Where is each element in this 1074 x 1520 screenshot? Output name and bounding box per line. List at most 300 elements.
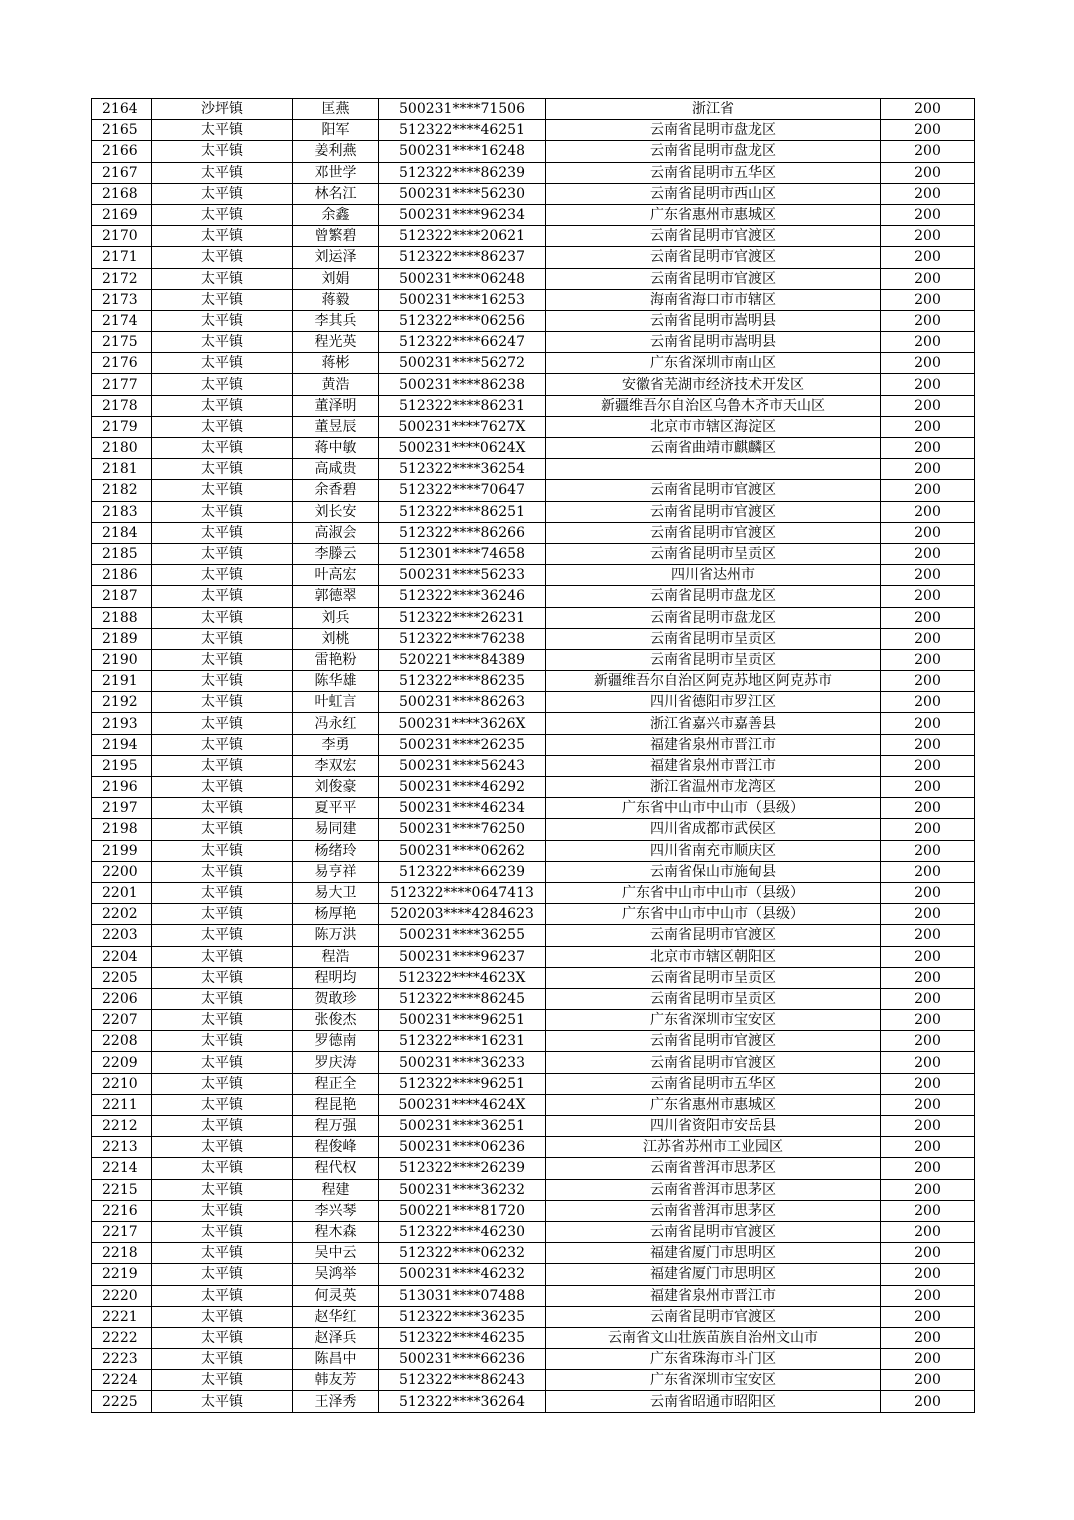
town-name-cell: 太平镇 bbox=[152, 501, 293, 522]
row-number-cell: 2214 bbox=[92, 1158, 152, 1179]
town-name-cell: 太平镇 bbox=[152, 374, 293, 395]
person-name-cell: 贺敢珍 bbox=[293, 988, 379, 1009]
row-number-cell: 2165 bbox=[92, 120, 152, 141]
work-location-cell: 云南省昆明市呈贡区 bbox=[546, 543, 881, 564]
amount-cell: 200 bbox=[881, 861, 975, 882]
amount-cell: 200 bbox=[881, 1116, 975, 1137]
amount-cell: 200 bbox=[881, 353, 975, 374]
work-location-cell: 云南省普洱市思茅区 bbox=[546, 1179, 881, 1200]
person-name-cell: 蒋中敏 bbox=[293, 438, 379, 459]
town-name-cell: 太平镇 bbox=[152, 522, 293, 543]
amount-cell: 200 bbox=[881, 289, 975, 310]
row-number-cell: 2187 bbox=[92, 586, 152, 607]
town-name-cell: 太平镇 bbox=[152, 882, 293, 903]
table-row bbox=[92, 289, 975, 310]
amount-cell: 200 bbox=[881, 247, 975, 268]
work-location-cell: 广东省中山市中山市（县级） bbox=[546, 904, 881, 925]
table-row bbox=[92, 671, 975, 692]
id-number-cell: 512322****86266 bbox=[379, 522, 546, 543]
table-row bbox=[92, 480, 975, 501]
id-number-cell: 513031****07488 bbox=[379, 1285, 546, 1306]
table-row bbox=[92, 734, 975, 755]
table-row bbox=[92, 607, 975, 628]
row-number-cell: 2206 bbox=[92, 988, 152, 1009]
id-number-cell: 512322****4623X bbox=[379, 967, 546, 988]
amount-cell: 200 bbox=[881, 501, 975, 522]
id-number-cell: 512322****86235 bbox=[379, 671, 546, 692]
table-row bbox=[92, 438, 975, 459]
town-name-cell: 太平镇 bbox=[152, 1306, 293, 1327]
id-number-cell: 512322****86245 bbox=[379, 988, 546, 1009]
work-location-cell: 云南省昆明市官渡区 bbox=[546, 226, 881, 247]
work-location-cell: 云南省昆明市呈贡区 bbox=[546, 628, 881, 649]
amount-cell: 200 bbox=[881, 1285, 975, 1306]
row-number-cell: 2172 bbox=[92, 268, 152, 289]
id-number-cell: 500231****66236 bbox=[379, 1349, 546, 1370]
row-number-cell: 2213 bbox=[92, 1137, 152, 1158]
table-row bbox=[92, 565, 975, 586]
table-row bbox=[92, 204, 975, 225]
amount-cell: 200 bbox=[881, 755, 975, 776]
id-number-cell: 500231****36251 bbox=[379, 1116, 546, 1137]
row-number-cell: 2217 bbox=[92, 1221, 152, 1242]
work-location-cell: 云南省昆明市盘龙区 bbox=[546, 120, 881, 141]
work-location-cell: 云南省昆明市官渡区 bbox=[546, 1221, 881, 1242]
person-name-cell: 叶虹言 bbox=[293, 692, 379, 713]
row-number-cell: 2222 bbox=[92, 1327, 152, 1348]
person-name-cell: 程光英 bbox=[293, 332, 379, 353]
work-location-cell: 新疆维吾尔自治区阿克苏地区阿克苏市 bbox=[546, 671, 881, 692]
table-row bbox=[92, 628, 975, 649]
row-number-cell: 2219 bbox=[92, 1264, 152, 1285]
id-number-cell: 500231****46292 bbox=[379, 777, 546, 798]
amount-cell: 200 bbox=[881, 1349, 975, 1370]
amount-cell: 200 bbox=[881, 141, 975, 162]
town-name-cell: 太平镇 bbox=[152, 904, 293, 925]
work-location-cell: 云南省昆明市盘龙区 bbox=[546, 607, 881, 628]
row-number-cell: 2197 bbox=[92, 798, 152, 819]
table-row bbox=[92, 1327, 975, 1348]
amount-cell: 200 bbox=[881, 1306, 975, 1327]
town-name-cell: 太平镇 bbox=[152, 1116, 293, 1137]
town-name-cell: 太平镇 bbox=[152, 840, 293, 861]
id-number-cell: 512322****06232 bbox=[379, 1243, 546, 1264]
town-name-cell: 太平镇 bbox=[152, 247, 293, 268]
amount-cell: 200 bbox=[881, 459, 975, 480]
row-number-cell: 2199 bbox=[92, 840, 152, 861]
town-name-cell: 太平镇 bbox=[152, 1137, 293, 1158]
row-number-cell: 2215 bbox=[92, 1179, 152, 1200]
person-name-cell: 杨厚艳 bbox=[293, 904, 379, 925]
town-name-cell: 太平镇 bbox=[152, 162, 293, 183]
amount-cell: 200 bbox=[881, 226, 975, 247]
town-name-cell: 太平镇 bbox=[152, 649, 293, 670]
person-name-cell: 吴鸿举 bbox=[293, 1264, 379, 1285]
person-name-cell: 罗德南 bbox=[293, 1031, 379, 1052]
town-name-cell: 太平镇 bbox=[152, 755, 293, 776]
person-name-cell: 赵泽兵 bbox=[293, 1327, 379, 1348]
town-name-cell: 太平镇 bbox=[152, 332, 293, 353]
town-name-cell: 太平镇 bbox=[152, 1052, 293, 1073]
row-number-cell: 2181 bbox=[92, 459, 152, 480]
person-name-cell: 刘长安 bbox=[293, 501, 379, 522]
table-row bbox=[92, 988, 975, 1009]
amount-cell: 200 bbox=[881, 904, 975, 925]
table-row bbox=[92, 374, 975, 395]
person-name-cell: 董昱辰 bbox=[293, 416, 379, 437]
amount-cell: 200 bbox=[881, 967, 975, 988]
table-row bbox=[92, 247, 975, 268]
person-name-cell: 夏平平 bbox=[293, 798, 379, 819]
person-name-cell: 韩友芳 bbox=[293, 1370, 379, 1391]
person-name-cell: 程建 bbox=[293, 1179, 379, 1200]
town-name-cell: 太平镇 bbox=[152, 946, 293, 967]
id-number-cell: 512322****16231 bbox=[379, 1031, 546, 1052]
id-number-cell: 512322****86243 bbox=[379, 1370, 546, 1391]
id-number-cell: 512322****26239 bbox=[379, 1158, 546, 1179]
town-name-cell: 太平镇 bbox=[152, 988, 293, 1009]
id-number-cell: 500231****56233 bbox=[379, 565, 546, 586]
table-row bbox=[92, 1010, 975, 1031]
table-row bbox=[92, 1031, 975, 1052]
amount-cell: 200 bbox=[881, 565, 975, 586]
amount-cell: 200 bbox=[881, 1137, 975, 1158]
id-number-cell: 500231****86238 bbox=[379, 374, 546, 395]
town-name-cell: 太平镇 bbox=[152, 607, 293, 628]
table-row bbox=[92, 713, 975, 734]
id-number-cell: 512322****66247 bbox=[379, 332, 546, 353]
id-number-cell: 500231****16248 bbox=[379, 141, 546, 162]
amount-cell: 200 bbox=[881, 183, 975, 204]
work-location-cell: 广东省中山市中山市（县级） bbox=[546, 798, 881, 819]
table-row bbox=[92, 332, 975, 353]
row-number-cell: 2183 bbox=[92, 501, 152, 522]
table-row bbox=[92, 1052, 975, 1073]
amount-cell: 200 bbox=[881, 819, 975, 840]
work-location-cell: 福建省泉州市晋江市 bbox=[546, 755, 881, 776]
person-name-cell: 程俊峰 bbox=[293, 1137, 379, 1158]
person-name-cell: 郭德翠 bbox=[293, 586, 379, 607]
row-number-cell: 2171 bbox=[92, 247, 152, 268]
work-location-cell: 北京市市辖区海淀区 bbox=[546, 416, 881, 437]
id-number-cell: 512322****06256 bbox=[379, 310, 546, 331]
town-name-cell: 太平镇 bbox=[152, 1391, 293, 1412]
person-name-cell: 刘娟 bbox=[293, 268, 379, 289]
row-number-cell: 2218 bbox=[92, 1243, 152, 1264]
table-row bbox=[92, 1349, 975, 1370]
person-name-cell: 蒋彬 bbox=[293, 353, 379, 374]
town-name-cell: 太平镇 bbox=[152, 310, 293, 331]
id-number-cell: 500231****36255 bbox=[379, 925, 546, 946]
town-name-cell: 太平镇 bbox=[152, 226, 293, 247]
amount-cell: 200 bbox=[881, 882, 975, 903]
row-number-cell: 2169 bbox=[92, 204, 152, 225]
row-number-cell: 2225 bbox=[92, 1391, 152, 1412]
work-location-cell: 四川省德阳市罗江区 bbox=[546, 692, 881, 713]
id-number-cell: 512322****86251 bbox=[379, 501, 546, 522]
id-number-cell: 500231****96234 bbox=[379, 204, 546, 225]
row-number-cell: 2188 bbox=[92, 607, 152, 628]
amount-cell: 200 bbox=[881, 438, 975, 459]
amount-cell: 200 bbox=[881, 1327, 975, 1348]
amount-cell: 200 bbox=[881, 1200, 975, 1221]
row-number-cell: 2185 bbox=[92, 543, 152, 564]
id-number-cell: 500231****71506 bbox=[379, 99, 546, 120]
town-name-cell: 太平镇 bbox=[152, 798, 293, 819]
town-name-cell: 太平镇 bbox=[152, 925, 293, 946]
person-name-cell: 余鑫 bbox=[293, 204, 379, 225]
town-name-cell: 太平镇 bbox=[152, 204, 293, 225]
person-name-cell: 程浩 bbox=[293, 946, 379, 967]
town-name-cell: 太平镇 bbox=[152, 671, 293, 692]
id-number-cell: 500231****16253 bbox=[379, 289, 546, 310]
row-number-cell: 2194 bbox=[92, 734, 152, 755]
person-name-cell: 易大卫 bbox=[293, 882, 379, 903]
work-location-cell: 广东省深圳市宝安区 bbox=[546, 1010, 881, 1031]
person-name-cell: 王泽秀 bbox=[293, 1391, 379, 1412]
table-row bbox=[92, 162, 975, 183]
work-location-cell: 云南省昆明市嵩明县 bbox=[546, 310, 881, 331]
amount-cell: 200 bbox=[881, 946, 975, 967]
town-name-cell: 太平镇 bbox=[152, 1264, 293, 1285]
person-name-cell: 张俊杰 bbox=[293, 1010, 379, 1031]
table-row bbox=[92, 967, 975, 988]
table-row bbox=[92, 501, 975, 522]
row-number-cell: 2174 bbox=[92, 310, 152, 331]
town-name-cell: 太平镇 bbox=[152, 480, 293, 501]
work-location-cell: 四川省达州市 bbox=[546, 565, 881, 586]
person-name-cell: 何灵英 bbox=[293, 1285, 379, 1306]
work-location-cell: 云南省昆明市西山区 bbox=[546, 183, 881, 204]
work-location-cell: 云南省昆明市五华区 bbox=[546, 1073, 881, 1094]
amount-cell: 200 bbox=[881, 692, 975, 713]
id-number-cell: 500231****36232 bbox=[379, 1179, 546, 1200]
id-number-cell: 500231****7627X bbox=[379, 416, 546, 437]
person-name-cell: 吴中云 bbox=[293, 1243, 379, 1264]
table-row bbox=[92, 586, 975, 607]
table-row bbox=[92, 459, 975, 480]
work-location-cell: 云南省曲靖市麒麟区 bbox=[546, 438, 881, 459]
person-name-cell: 黄浩 bbox=[293, 374, 379, 395]
id-number-cell: 512322****46230 bbox=[379, 1221, 546, 1242]
table-row bbox=[92, 141, 975, 162]
person-name-cell: 李其兵 bbox=[293, 310, 379, 331]
amount-cell: 200 bbox=[881, 628, 975, 649]
id-number-cell: 512322****0647413 bbox=[379, 882, 546, 903]
table-row bbox=[92, 925, 975, 946]
table-row bbox=[92, 268, 975, 289]
row-number-cell: 2182 bbox=[92, 480, 152, 501]
town-name-cell: 太平镇 bbox=[152, 1221, 293, 1242]
id-number-cell: 500231****56230 bbox=[379, 183, 546, 204]
amount-cell: 200 bbox=[881, 1094, 975, 1115]
person-name-cell: 余香碧 bbox=[293, 480, 379, 501]
id-number-cell: 512322****76238 bbox=[379, 628, 546, 649]
id-number-cell: 500221****81720 bbox=[379, 1200, 546, 1221]
table-row bbox=[92, 882, 975, 903]
work-location-cell: 海南省海口市市辖区 bbox=[546, 289, 881, 310]
row-number-cell: 2192 bbox=[92, 692, 152, 713]
table-row bbox=[92, 1264, 975, 1285]
person-name-cell: 冯永红 bbox=[293, 713, 379, 734]
work-location-cell: 四川省成都市武侯区 bbox=[546, 819, 881, 840]
amount-cell: 200 bbox=[881, 1179, 975, 1200]
amount-cell: 200 bbox=[881, 1264, 975, 1285]
row-number-cell: 2209 bbox=[92, 1052, 152, 1073]
row-number-cell: 2221 bbox=[92, 1306, 152, 1327]
town-name-cell: 太平镇 bbox=[152, 1327, 293, 1348]
table-row bbox=[92, 522, 975, 543]
person-name-cell: 程正全 bbox=[293, 1073, 379, 1094]
table-row bbox=[92, 543, 975, 564]
amount-cell: 200 bbox=[881, 310, 975, 331]
work-location-cell: 云南省昆明市官渡区 bbox=[546, 522, 881, 543]
work-location-cell: 云南省普洱市思茅区 bbox=[546, 1158, 881, 1179]
work-location-cell: 云南省昆明市官渡区 bbox=[546, 1306, 881, 1327]
person-name-cell: 叶高宏 bbox=[293, 565, 379, 586]
town-name-cell: 太平镇 bbox=[152, 289, 293, 310]
amount-cell: 200 bbox=[881, 671, 975, 692]
amount-cell: 200 bbox=[881, 204, 975, 225]
person-name-cell: 曾繁碧 bbox=[293, 226, 379, 247]
amount-cell: 200 bbox=[881, 586, 975, 607]
amount-cell: 200 bbox=[881, 395, 975, 416]
row-number-cell: 2175 bbox=[92, 332, 152, 353]
table-row bbox=[92, 1243, 975, 1264]
table-row bbox=[92, 310, 975, 331]
id-number-cell: 512322****36235 bbox=[379, 1306, 546, 1327]
town-name-cell: 太平镇 bbox=[152, 395, 293, 416]
id-number-cell: 512322****96251 bbox=[379, 1073, 546, 1094]
row-number-cell: 2208 bbox=[92, 1031, 152, 1052]
amount-cell: 200 bbox=[881, 543, 975, 564]
person-name-cell: 罗庆涛 bbox=[293, 1052, 379, 1073]
row-number-cell: 2186 bbox=[92, 565, 152, 586]
person-name-cell: 董泽明 bbox=[293, 395, 379, 416]
amount-cell: 200 bbox=[881, 99, 975, 120]
table-row bbox=[92, 840, 975, 861]
person-name-cell: 易亨祥 bbox=[293, 861, 379, 882]
table-row bbox=[92, 1221, 975, 1242]
table-row bbox=[92, 120, 975, 141]
id-number-cell: 520203****4284623 bbox=[379, 904, 546, 925]
amount-cell: 200 bbox=[881, 1031, 975, 1052]
work-location-cell: 福建省厦门市思明区 bbox=[546, 1243, 881, 1264]
row-number-cell: 2204 bbox=[92, 946, 152, 967]
work-location-cell: 北京市市辖区朝阳区 bbox=[546, 946, 881, 967]
table-row bbox=[92, 946, 975, 967]
id-number-cell: 512322****36264 bbox=[379, 1391, 546, 1412]
table-row bbox=[92, 99, 975, 120]
table-row bbox=[92, 1073, 975, 1094]
work-location-cell: 广东省深圳市宝安区 bbox=[546, 1370, 881, 1391]
row-number-cell: 2216 bbox=[92, 1200, 152, 1221]
work-location-cell: 云南省昆明市官渡区 bbox=[546, 1031, 881, 1052]
town-name-cell: 太平镇 bbox=[152, 1031, 293, 1052]
amount-cell: 200 bbox=[881, 332, 975, 353]
row-number-cell: 2170 bbox=[92, 226, 152, 247]
table-row bbox=[92, 861, 975, 882]
row-number-cell: 2201 bbox=[92, 882, 152, 903]
id-number-cell: 500231****06236 bbox=[379, 1137, 546, 1158]
work-location-cell: 新疆维吾尔自治区乌鲁木齐市天山区 bbox=[546, 395, 881, 416]
amount-cell: 200 bbox=[881, 162, 975, 183]
town-name-cell: 太平镇 bbox=[152, 713, 293, 734]
work-location-cell: 云南省昭通市昭阳区 bbox=[546, 1391, 881, 1412]
row-number-cell: 2211 bbox=[92, 1094, 152, 1115]
person-name-cell: 李兴琴 bbox=[293, 1200, 379, 1221]
work-location-cell: 广东省珠海市斗门区 bbox=[546, 1349, 881, 1370]
table-row bbox=[92, 904, 975, 925]
work-location-cell: 浙江省嘉兴市嘉善县 bbox=[546, 713, 881, 734]
person-name-cell: 姜利燕 bbox=[293, 141, 379, 162]
person-name-cell: 雷艳粉 bbox=[293, 649, 379, 670]
table-row bbox=[92, 649, 975, 670]
person-name-cell: 李滕云 bbox=[293, 543, 379, 564]
person-name-cell: 杨绪玲 bbox=[293, 840, 379, 861]
person-name-cell: 邓世学 bbox=[293, 162, 379, 183]
amount-cell: 200 bbox=[881, 713, 975, 734]
amount-cell: 200 bbox=[881, 1243, 975, 1264]
row-number-cell: 2166 bbox=[92, 141, 152, 162]
row-number-cell: 2224 bbox=[92, 1370, 152, 1391]
town-name-cell: 太平镇 bbox=[152, 1243, 293, 1264]
amount-cell: 200 bbox=[881, 268, 975, 289]
amount-cell: 200 bbox=[881, 480, 975, 501]
person-name-cell: 林名江 bbox=[293, 183, 379, 204]
work-location-cell: 云南省昆明市盘龙区 bbox=[546, 586, 881, 607]
id-number-cell: 512322****26231 bbox=[379, 607, 546, 628]
row-number-cell: 2193 bbox=[92, 713, 152, 734]
row-number-cell: 2210 bbox=[92, 1073, 152, 1094]
row-number-cell: 2212 bbox=[92, 1116, 152, 1137]
work-location-cell: 四川省资阳市安岳县 bbox=[546, 1116, 881, 1137]
amount-cell: 200 bbox=[881, 1073, 975, 1094]
town-name-cell: 太平镇 bbox=[152, 459, 293, 480]
town-name-cell: 太平镇 bbox=[152, 1370, 293, 1391]
row-number-cell: 2189 bbox=[92, 628, 152, 649]
id-number-cell: 512322****20621 bbox=[379, 226, 546, 247]
table-row bbox=[92, 1116, 975, 1137]
town-name-cell: 太平镇 bbox=[152, 1200, 293, 1221]
work-location-cell: 云南省昆明市官渡区 bbox=[546, 925, 881, 946]
person-name-cell: 陈昌中 bbox=[293, 1349, 379, 1370]
row-number-cell: 2220 bbox=[92, 1285, 152, 1306]
id-number-cell: 500231****96237 bbox=[379, 946, 546, 967]
town-name-cell: 太平镇 bbox=[152, 819, 293, 840]
amount-cell: 200 bbox=[881, 1158, 975, 1179]
person-name-cell: 刘兵 bbox=[293, 607, 379, 628]
table-row bbox=[92, 416, 975, 437]
work-location-cell: 云南省昆明市呈贡区 bbox=[546, 649, 881, 670]
amount-cell: 200 bbox=[881, 1370, 975, 1391]
amount-cell: 200 bbox=[881, 798, 975, 819]
work-location-cell: 广东省惠州市惠城区 bbox=[546, 1094, 881, 1115]
amount-cell: 200 bbox=[881, 374, 975, 395]
person-name-cell: 程万强 bbox=[293, 1116, 379, 1137]
person-name-cell: 高淑会 bbox=[293, 522, 379, 543]
work-location-cell: 云南省普洱市思茅区 bbox=[546, 1200, 881, 1221]
row-number-cell: 2196 bbox=[92, 777, 152, 798]
id-number-cell: 512322****36246 bbox=[379, 586, 546, 607]
work-location-cell: 浙江省 bbox=[546, 99, 881, 120]
person-name-cell: 易同建 bbox=[293, 819, 379, 840]
work-location-cell: 广东省惠州市惠城区 bbox=[546, 204, 881, 225]
person-name-cell: 李勇 bbox=[293, 734, 379, 755]
amount-cell: 200 bbox=[881, 607, 975, 628]
row-number-cell: 2203 bbox=[92, 925, 152, 946]
work-location-cell: 广东省中山市中山市（县级） bbox=[546, 882, 881, 903]
